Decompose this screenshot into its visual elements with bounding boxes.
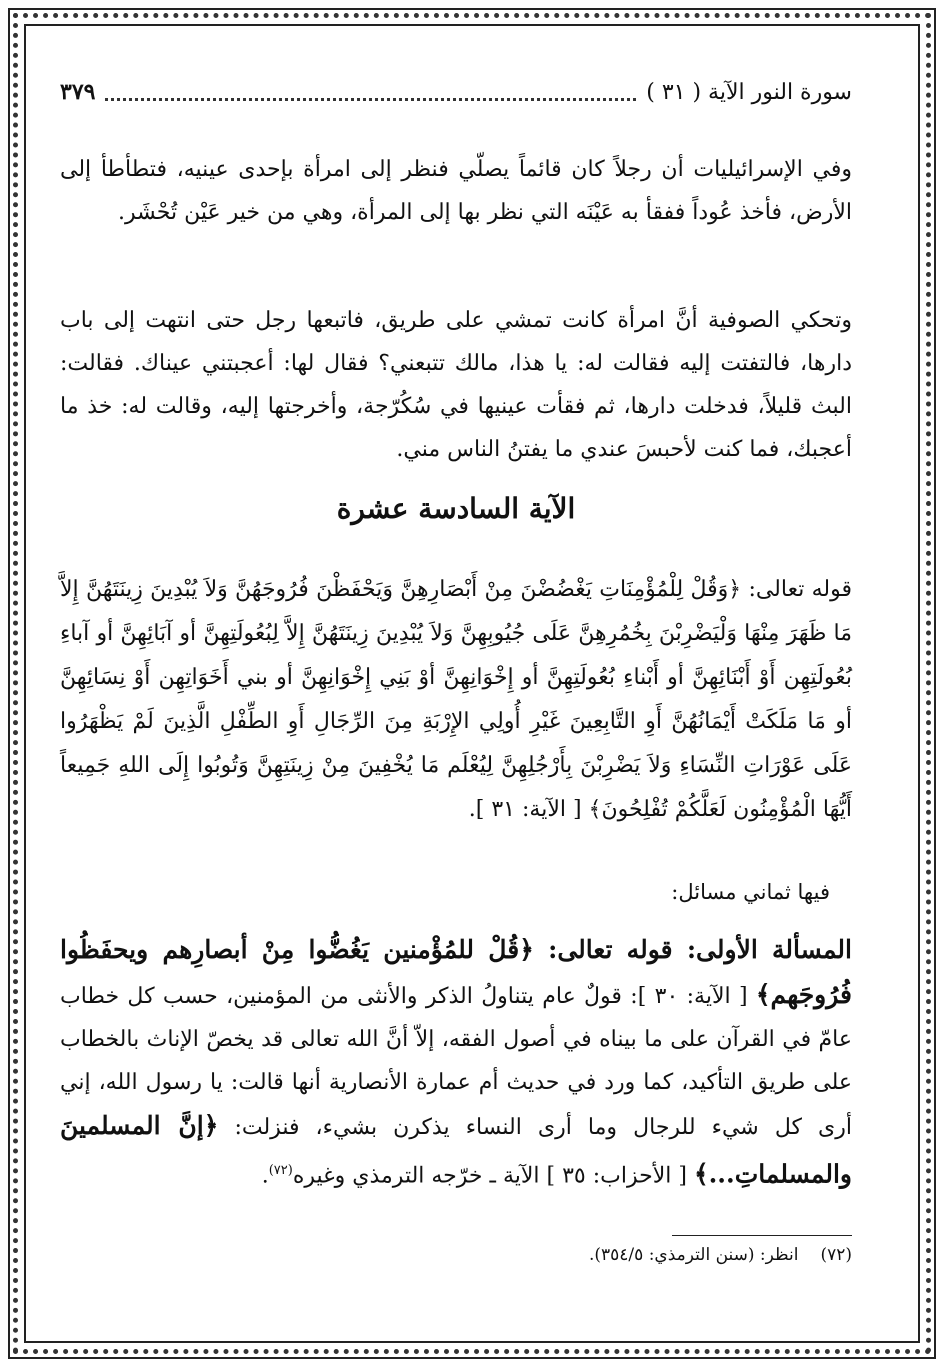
paragraph-israiliyyat: وفي الإسرائيليات أن رجلاً كان قائماً يصلّي فنظر إلى امرأة بإحدى عينيه، فتطأطأ إلى الأرض، فأخذ عُوداً ففقأ به عَيْنَه التي نظر بها إلى المرأة، وهي من خير عَيْن تُحْشَر. bbox=[60, 157, 853, 225]
first-issue-tail: [ الأحزاب: ٣٥ ] الآية ـ خرّجه الترمذي وغيره bbox=[292, 1163, 694, 1189]
first-issue-paragraph bbox=[60, 928, 852, 1197]
footnote bbox=[589, 1245, 852, 1265]
running-head-title: سورة النور الآية ( ٣١ ) bbox=[646, 79, 852, 105]
issues-intro: فيها ثماني مسائل: bbox=[671, 880, 830, 904]
section-heading: الآية السادسة عشرة bbox=[336, 492, 576, 525]
first-issue-quote: ﴿إنَّ المسلمينَ والمسلماتِ...﴾ bbox=[60, 1111, 852, 1189]
quran-verse-paragraph: قوله تعالى: ﴿وَقُلْ لِلْمُؤْمِنَاتِ يَغْضُضْنَ مِنْ أَبْصَارِهِنَّ وَيَحْفَظْنَ فُرُوجَهُنَّ وَلاَ يُبْدِينَ زِينَتَهُنَّ إِلاَّ مَا ظَهَرَ مِنْهَا وَلْيَضْرِبْنَ بِخُمُرِهِنَّ عَلَى جُيُوبِهِنَّ وَلاَ يُبْدِينَ زِينَتَهُنَّ إِلاَّ لِبُعُولَتِهِنَّ أو آبَائِهِنَّ أو آباءِ بُعُولَتِهِن أَوْ أَبْنَائِهِنَّ أو أَبْناءِ بُعُولَتِهِنَّ أو إِخْوَانِهِنَّ أوْ بَنِي إِخْوَانِهِنَّ أو بني أَخَوَاتِهِن أَوْ نِسَائِهِنَّ أو مَا مَلَكَتْ أَيْمَانُهُنَّ أَوِ التَّابِعِينَ غَيْرِ أُولِي الإِرْبَةِ مِنَ الرِّجَالِ أَوِ الطِّفْلِ الَّذِينَ لَمْ يَظْهَرُوا عَلَى عَوْرَاتِ النِّسَاءِ وَلاَ يَضْرِبْنَ بِأَرْجُلِهِنَّ لِيُعْلَم مَا يُخْفِينَ مِنْ زِينَتِهِنَّ وَتُوبُوا إِلَى اللهِ جَمِيعاً أَيُّهَا الْمُؤْمِنُون لَعَلَّكُمْ تُفْلِحُونَ﴾ [ الآية: ٣١ ]. bbox=[60, 577, 852, 822]
footnote-separator bbox=[672, 1235, 852, 1236]
footnote-text: انظر: (سنن الترمذي: ٣٥٤/٥). bbox=[588, 1245, 799, 1265]
first-issue-body: [ الآية: ٣٠ ]: قولٌ عام يتناولُ الذكر والأنثى من المؤمنين، حسب كل خطاب عامّ في القرآن على ما بيناه في أصول الفقه، إلاّ أنَّ الله تعالى قد يخصّ الإناث بالخطاب على طريق التأكيد، كما ورد في حديث أم عمارة الأنصارية أنها قالت: يا رسول الله، إني أرى كل شيء للرجال وما أرى النساء يذكرن بشيء، فنزلت: bbox=[60, 984, 852, 1140]
page-body bbox=[60, 60, 852, 1300]
footnote-reference[interactable]: (٧٢) bbox=[268, 1163, 293, 1178]
running-head-leader-dots bbox=[105, 84, 636, 101]
footnote-number: (٧٢) bbox=[820, 1245, 852, 1265]
first-issue-end: . bbox=[261, 1163, 269, 1189]
paragraph-sufi-story: وتحكي الصوفية أنَّ امرأة كانت تمشي على طريق، فاتبعها رجل حتى انتهت إلى باب دارها، فالتفتت إليه فقالت له: يا هذا، مالك تتبعني؟ فقال لها: أعجبتني عيناك. فقالت: البث قليلاً، فدخلت دارها، ثم فقأت عينيها في سُكُرّجة، وأخرجتها إليه، وقالت له: خذ ما أعجبك، فما كنت لأحبسَ عندي ما يفتنُ الناس مني. bbox=[60, 308, 852, 462]
page-number: ٣٧٩ bbox=[60, 79, 96, 105]
first-issue-lead: المسألة الأولى: قوله تعالى: ﴿قُلْ للمُؤْمنين يَغُضُّوا مِنْ أبصارِهم ويحفَظُوا فُرُوجَهم﴾ bbox=[60, 935, 852, 1009]
running-head bbox=[60, 72, 852, 112]
